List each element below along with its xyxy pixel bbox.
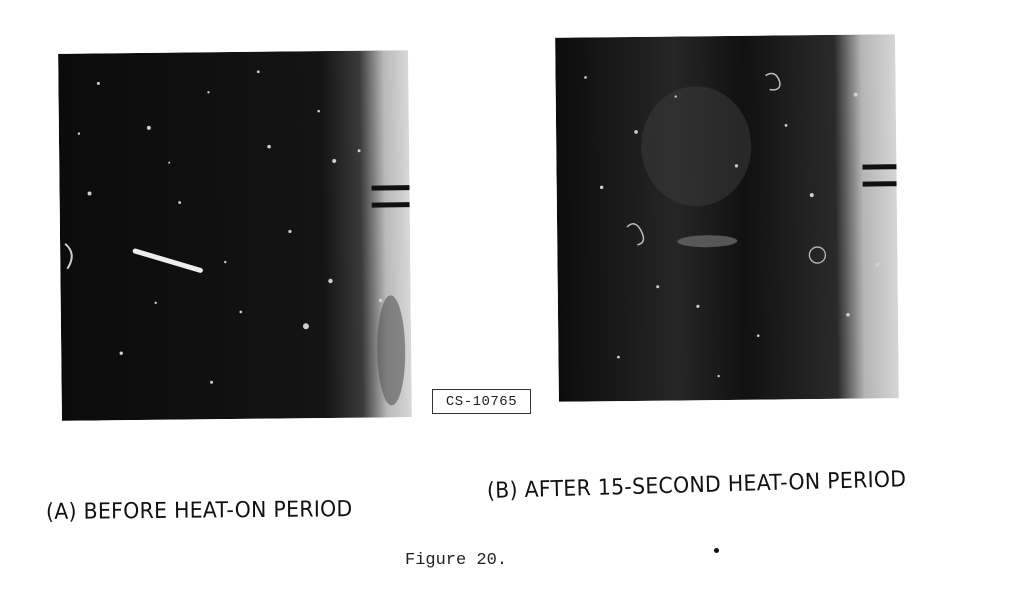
figure-label: Figure 20. — [405, 551, 508, 570]
caption-panel-a: (A) BEFORE HEAT-ON PERIOD — [45, 497, 353, 525]
photo-after-heat-on — [555, 34, 899, 402]
caption-panel-b: (B) AFTER 15-SECOND HEAT-ON PERIOD — [486, 467, 907, 504]
photo-before-heat-on — [58, 50, 412, 421]
catalog-stamp: CS-10765 — [432, 389, 531, 414]
stray-dot — [714, 548, 719, 553]
